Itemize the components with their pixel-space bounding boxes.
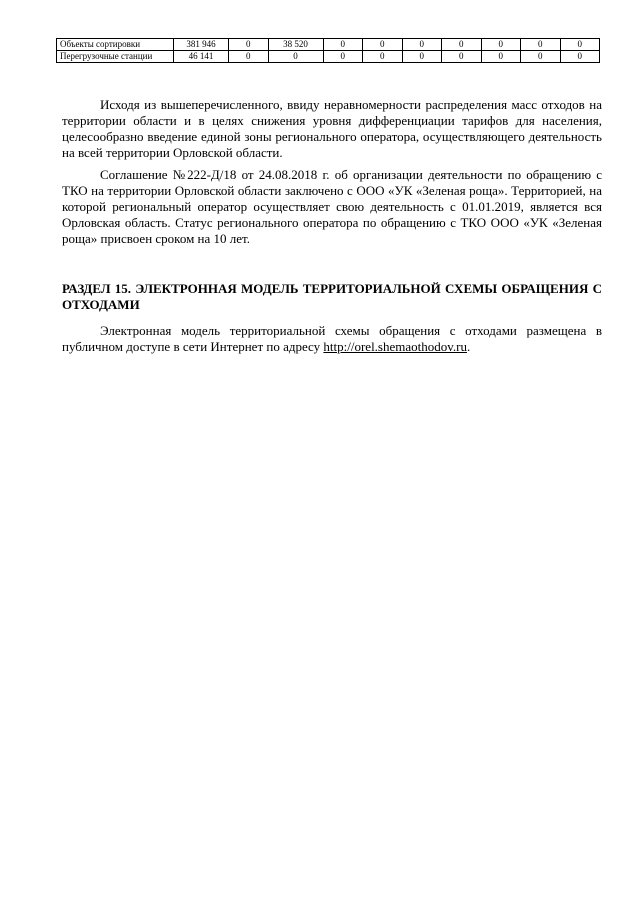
- row-name-cell: Перегрузочные станции: [57, 51, 174, 63]
- value-cell: 0: [481, 39, 521, 51]
- value-cell: 0: [442, 51, 482, 63]
- website-link[interactable]: http://orel.shemaothodov.ru: [323, 339, 467, 354]
- value-cell: 0: [560, 51, 600, 63]
- paragraph-text: Исходя из вышеперечисленного, ввиду неравномерности распределения масс отходов на территории области и в целях снижения уровня дифференциации тарифов для населения, целесообразно введение единой зоны регионального оператора, осуществляющего деятельность на всей территории Орловской области.: [62, 97, 602, 160]
- value-cell: 0: [521, 51, 561, 63]
- value-cell: 0: [560, 39, 600, 51]
- value-cell: 0: [521, 39, 561, 51]
- value-cell: 0: [363, 39, 403, 51]
- paragraph-text: Соглашение №222-Д/18 от 24.08.2018 г. об организации деятельности по обращению с ТКО на территории Орловской области заключено с ООО «УК «Зеленая роща». Территорией, на которой региональный оператор осуществляет свою деятельность с 01.01.2019, является вся Орловская область. Статус регионального оператора по обращению с ТКО ООО «УК «Зеленая роща» присвоен сроком на 10 лет.: [62, 167, 602, 246]
- paragraph-text-prefix: Электронная модель территориальной схемы обращения с отходами размещена в публичном доступе в сети Интернет по адресу: [62, 323, 602, 354]
- paragraph-text-suffix: .: [466, 339, 471, 354]
- value-cell: 0: [442, 39, 482, 51]
- value-cell: 0: [229, 51, 269, 63]
- paragraph-agreement: [62, 167, 602, 247]
- value-cell: 0: [363, 51, 403, 63]
- table-row: [57, 51, 600, 63]
- row-name-cell: Объекты сортировки: [57, 39, 174, 51]
- value-cell: 0: [402, 51, 442, 63]
- value-cell: 0: [229, 39, 269, 51]
- paragraph-electronic-model: [62, 323, 602, 355]
- value-cell: 0: [402, 39, 442, 51]
- value-cell: 0: [323, 51, 363, 63]
- value-cell: 38 520: [268, 39, 323, 51]
- paragraph-single-zone: [62, 97, 602, 161]
- value-cell: 0: [268, 51, 323, 63]
- value-cell: 0: [323, 39, 363, 51]
- waste-objects-table: [56, 38, 600, 63]
- value-cell: 46 141: [174, 51, 229, 63]
- table-row: [57, 39, 600, 51]
- section-heading: РАЗДЕЛ 15. ЭЛЕКТРОННАЯ МОДЕЛЬ ТЕРРИТОРИАЛЬНОЙ СХЕМЫ ОБРАЩЕНИЯ С ОТХОДАМИ: [62, 281, 602, 312]
- value-cell: 381 946: [174, 39, 229, 51]
- value-cell: 0: [481, 51, 521, 63]
- paragraph-text: [62, 323, 602, 355]
